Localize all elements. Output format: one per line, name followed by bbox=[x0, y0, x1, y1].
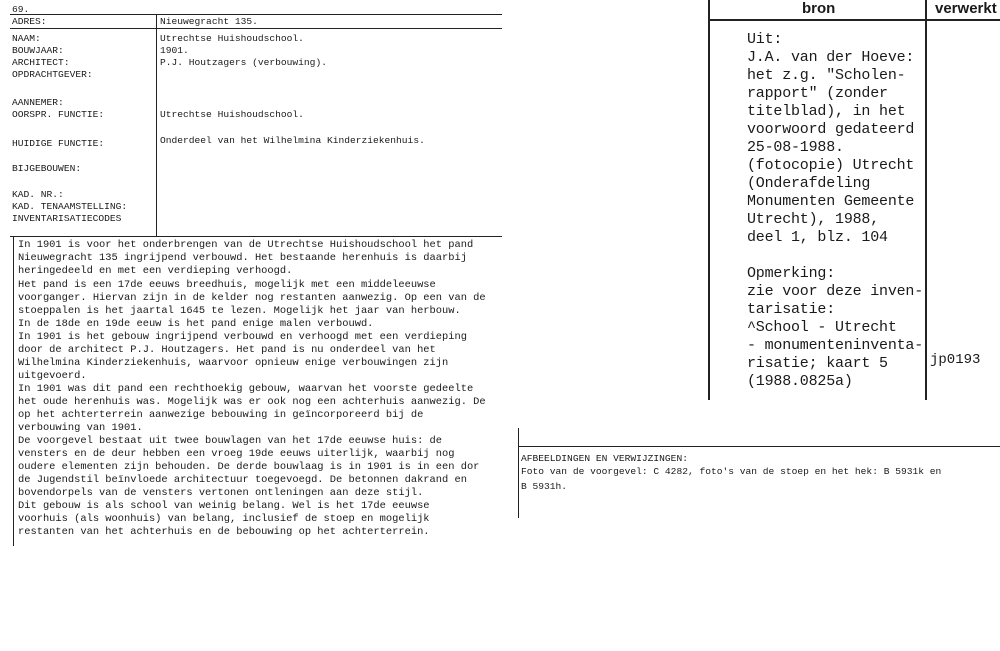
field-label: HUIDIGE FUNCTIE: bbox=[12, 138, 105, 149]
source-line: Uit: bbox=[747, 31, 783, 48]
field-value: Onderdeel van het Wilhelmina Kinderziekenhuis. bbox=[160, 135, 425, 146]
card-header-divider bbox=[708, 19, 1000, 21]
source-line: deel 1, blz. 104 bbox=[747, 229, 888, 246]
card-column-divider bbox=[925, 0, 927, 400]
field-value: Utrechtse Huishoudschool. bbox=[160, 109, 304, 120]
source-line: Monumenten Gemeente bbox=[747, 193, 915, 210]
description-line: het oude herenhuis was. Mogelijk was er ook nog een achterhuis aanwezig. De bbox=[18, 396, 486, 408]
source-line: - monumenteninventa- bbox=[747, 337, 924, 354]
references-heading: AFBEELDINGEN EN VERWIJZINGEN: bbox=[521, 453, 688, 464]
source-line: (Onderafdeling bbox=[747, 175, 871, 192]
divider bbox=[10, 14, 502, 15]
source-line: risatie; kaart 5 bbox=[747, 355, 888, 372]
description-line: Dit gebouw is als school van weinig belang. Wel is het 17de eeuwse bbox=[18, 500, 430, 512]
description-line: stoeppalen is het jaartal 1645 te lezen. Mogelijk het jaar van herbouw. bbox=[18, 305, 461, 317]
references-top-border bbox=[518, 446, 1000, 447]
field-value: P.J. Houtzagers (verbouwing). bbox=[160, 57, 327, 68]
description-line: door de architect P.J. Houtzagers. Het pand is nu onderdeel van het bbox=[18, 344, 436, 356]
references-line: Foto van de voorgevel: C 4282, foto's van de stoep en het hek: B 5931k en bbox=[521, 466, 942, 477]
column-divider bbox=[156, 14, 157, 236]
field-label: KAD. NR.: bbox=[12, 189, 64, 200]
description-line: bovendorpels van de vensters vertonen ontleningen aan deze stijl. bbox=[18, 487, 424, 499]
source-line: het z.g. "Scholen- bbox=[747, 67, 906, 84]
description-line: Nieuwegracht 135 ingrijpend verbouwd. Het bestaande herenhuis is daarbij bbox=[18, 252, 467, 264]
field-label: BIJGEBOUWEN: bbox=[12, 163, 82, 174]
description-line: de Jugendstil beïnvloede architectuur toegevoegd. De betonnen dakrand en bbox=[18, 474, 467, 486]
field-label: ARCHITECT: bbox=[12, 57, 70, 68]
processed-code: jp0193 bbox=[930, 352, 981, 368]
header-bron: bron bbox=[802, 0, 836, 17]
source-line: ^School - Utrecht bbox=[747, 319, 897, 336]
header-verwerkt: verwerkt bbox=[935, 0, 997, 17]
references-left-border bbox=[518, 428, 519, 518]
description-line: In 1901 was dit pand een rechthoekig gebouw, waarvan het voorste gedeelte bbox=[18, 383, 474, 395]
field-label: INVENTARISATIECODES bbox=[12, 213, 122, 224]
description-line: De voorgevel bestaat uit twee bouwlagen van het 17de eeuwse huis: de bbox=[18, 435, 443, 447]
description-line: heringedeeld en met een verdieping verhoogd. bbox=[18, 265, 293, 277]
field-label: ADRES: bbox=[12, 16, 47, 27]
source-line: (fotocopie) Utrecht bbox=[747, 157, 915, 174]
source-line: 25-08-1988. bbox=[747, 139, 844, 156]
field-label: OPDRACHTGEVER: bbox=[12, 69, 93, 80]
source-line: voorwoord gedateerd bbox=[747, 121, 915, 138]
description-line: oudere elementen zijn behouden. De derde bouwlaag is in 1901 is in een dor bbox=[18, 461, 480, 473]
field-label: BOUWJAAR: bbox=[12, 45, 64, 56]
description-line: vensters en de deur hebben een vroeg 19de eeuws uiterlijk, waarbij nog bbox=[18, 448, 455, 460]
source-line: (1988.0825a) bbox=[747, 373, 853, 390]
description-line: In 1901 is voor het onderbrengen van de Utrechtse Huishoudschool het pand bbox=[18, 239, 474, 251]
field-label: NAAM: bbox=[12, 33, 41, 44]
field-label: KAD. TENAAMSTELLING: bbox=[12, 201, 128, 212]
record-number: 69. bbox=[12, 4, 30, 15]
description-line: Het pand is een 17de eeuws breedhuis, mogelijk met een middeleeuwse bbox=[18, 279, 436, 291]
source-line: zie voor deze inven- bbox=[747, 283, 924, 300]
description-line: restanten van het achterhuis en de bebouwing op het achterterrein. bbox=[18, 526, 430, 538]
card-left-border bbox=[708, 0, 710, 400]
source-line: tarisatie: bbox=[747, 301, 836, 318]
field-label: OORSPR. FUNCTIE: bbox=[12, 109, 105, 120]
margin-line bbox=[13, 236, 14, 546]
field-value: Utrechtse Huishoudschool. bbox=[160, 33, 304, 44]
field-value: 1901. bbox=[160, 45, 189, 56]
description-line: In de 18de en 19de eeuw is het pand enige malen verbouwd. bbox=[18, 318, 374, 330]
references-line: B 5931h. bbox=[521, 481, 568, 492]
divider bbox=[10, 236, 502, 237]
description-line: verbouwing van 1901. bbox=[18, 422, 143, 434]
field-value: Nieuwegracht 135. bbox=[160, 16, 258, 27]
source-line: rapport" (zonder bbox=[747, 85, 888, 102]
description-line: Wilhelmina Kinderziekenhuis, waarvoor opnieuw enige verbouwingen zijn bbox=[18, 357, 449, 369]
source-line: Opmerking: bbox=[747, 265, 836, 282]
description-line: voorhuis (als woonhuis) van belang, inclusief de stoep en mogelijk bbox=[18, 513, 430, 525]
description-line: voorganger. Hiervan zijn in de kelder nog restanten aanwezig. Op een van de bbox=[18, 292, 486, 304]
field-label: AANNEMER: bbox=[12, 97, 64, 108]
description-line: In 1901 is het gebouw ingrijpend verbouwd en verhoogd met een verdieping bbox=[18, 331, 467, 343]
description-line: op het achterterrein aanwezige bebouwing in geïncorporeerd bij de bbox=[18, 409, 424, 421]
source-line: Utrecht), 1988, bbox=[747, 211, 880, 228]
divider bbox=[10, 28, 502, 29]
source-line: J.A. van der Hoeve: bbox=[747, 49, 915, 66]
description-line: uitgevoerd. bbox=[18, 370, 87, 382]
source-line: titelblad), in het bbox=[747, 103, 906, 120]
